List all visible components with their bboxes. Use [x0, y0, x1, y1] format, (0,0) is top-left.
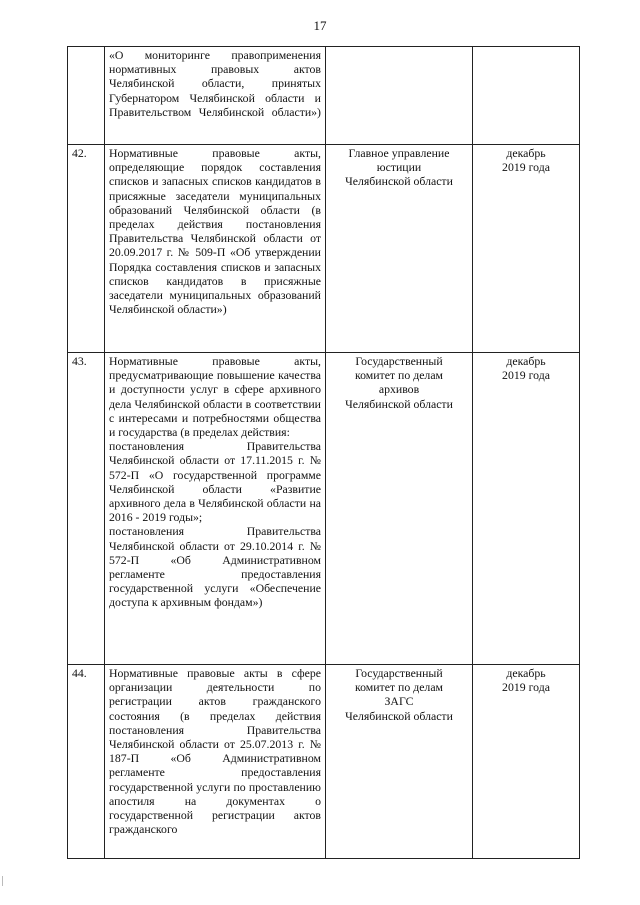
act-title — [105, 353, 326, 665]
plan-table — [67, 46, 580, 859]
act-title — [105, 47, 326, 145]
deadline: декабрь 2019 года — [473, 145, 580, 353]
page-number: 17 — [313, 18, 327, 33]
act-title-text: «О мониторинге правоприменения нормативных правовых актов Челябинской области, принятых Губернатором Челябинской области и Правительством Челябинской области») — [109, 48, 321, 119]
responsible-body: Государственный комитет по делам ЗАГС Челябинской области — [326, 665, 473, 859]
responsible-body — [326, 47, 473, 145]
act-title-text: Нормативные правовые акты, определяющие порядок составления списков и запасных списков кандидатов в присяжные заседатели муниципальных образований Челябинской области (в пределах действия постановления Правительства Челябинской области от 20.09.2017 г. № 509-П «Об утверждении Порядка составления списков и запасных списков кандидатов в присяжные заседатели муниципальных образований Челябинской области») — [109, 146, 321, 317]
row-number: 44. — [68, 665, 105, 859]
deadline: декабрь 2019 года — [473, 353, 580, 665]
scan-margin-mark — [2, 876, 5, 886]
deadline: декабрь 2019 года — [473, 665, 580, 859]
act-title-text: Нормативные правовые акты, предусматривающие повышение качества и доступности услуг в сфере архивного дела Челябинской области в соответствии с интересами и потребностями общества и государства (в пределах действия: постановления Правительства Челябинской области от 17.11.2015 г. № 572-П «О государственной программе Челябинской области «Развитие архивного дела в Челябинской области на 2016 - 2019 годы»; постановления Правительства Челябинской области от 29.10.2014 г. № 572-П «Об Административном регламенте предоставления государственной услуги «Обеспечение доступа к архивным фондам») — [109, 354, 321, 610]
act-title-text: Нормативные правовые акты в сфере организации деятельности по регистрации актов гражданского состояния (в пределах действия постановления Правительства Челябинской области от 25.07.2013 г. № 187-П «Об Административном регламенте предоставления государственной услуги по проставлению апостиля на документах о государственной регистрации актов гражданского — [109, 666, 321, 837]
act-title — [105, 145, 326, 353]
act-title — [105, 665, 326, 859]
row-number — [68, 47, 105, 145]
responsible-body: Государственный комитет по делам архивов Челябинской области — [326, 353, 473, 665]
row-number: 42. — [68, 145, 105, 353]
table-row — [68, 47, 580, 145]
table-row — [68, 665, 580, 859]
responsible-body: Главное управление юстиции Челябинской области — [326, 145, 473, 353]
deadline — [473, 47, 580, 145]
row-number: 43. — [68, 353, 105, 665]
table-row — [68, 353, 580, 665]
table-row — [68, 145, 580, 353]
